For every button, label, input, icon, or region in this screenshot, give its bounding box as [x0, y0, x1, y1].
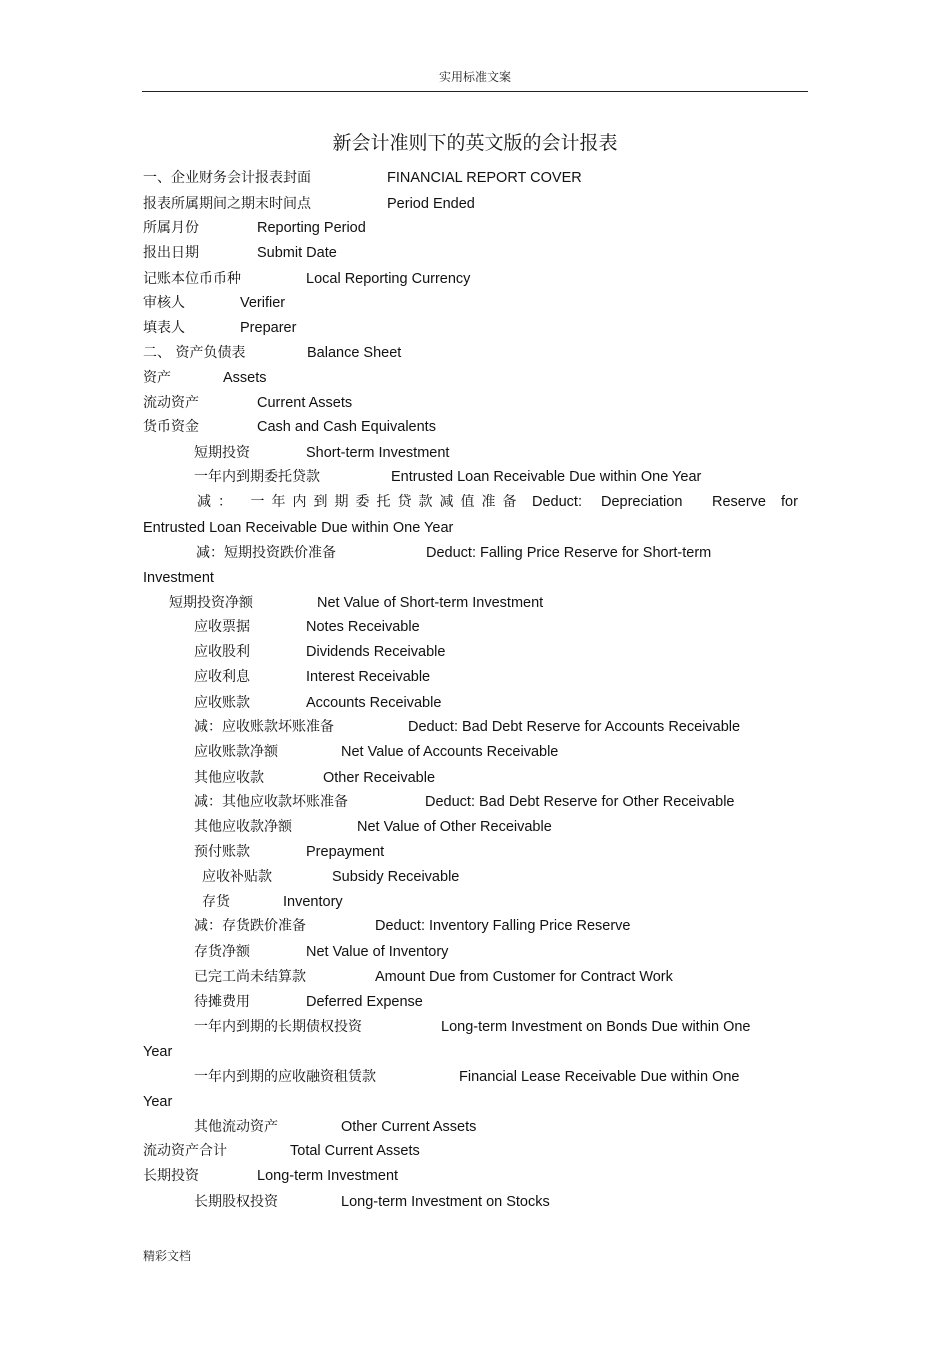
- term-english: Net Value of Inventory: [306, 944, 449, 960]
- term-english: Dividends Receivable: [306, 644, 446, 660]
- term-english: Deduct: Falling Price Reserve for Short-term: [426, 545, 712, 561]
- term-english-word: for: [781, 494, 798, 510]
- term-chinese: 其他流动资产: [194, 1119, 278, 1135]
- term-english: Assets: [223, 370, 267, 386]
- term-chinese: 长期投资: [143, 1168, 199, 1184]
- term-chinese: 填表人: [143, 320, 185, 336]
- term-english: Interest Receivable: [306, 669, 431, 685]
- term-english: Prepayment: [306, 844, 385, 860]
- term-english-continuation: Year: [143, 1044, 173, 1060]
- term-english: Deferred Expense: [306, 994, 423, 1010]
- term-english: Net Value of Other Receivable: [357, 819, 552, 835]
- term-chinese: 报出日期: [143, 245, 199, 261]
- term-english: Deduct: Bad Debt Reserve for Other Receivable: [425, 794, 735, 810]
- term-chinese: 一年内到期委托贷款: [194, 469, 320, 485]
- term-chinese: 一年内到期的长期债权投资: [194, 1019, 362, 1035]
- term-chinese: 应收账款: [194, 695, 250, 711]
- term-chinese: 减：应收账款坏账准备: [194, 719, 334, 735]
- term-chinese: 短期投资: [194, 445, 250, 461]
- term-chinese: 待摊费用: [194, 994, 250, 1010]
- term-english: Cash and Cash Equivalents: [257, 419, 436, 435]
- term-chinese: 减：存货跌价准备: [194, 918, 306, 934]
- term-english: Accounts Receivable: [306, 695, 442, 711]
- term-chinese: 流动资产合计: [143, 1143, 227, 1159]
- term-chinese: 短期投资净额: [169, 595, 253, 611]
- term-english: Period Ended: [387, 196, 475, 212]
- term-chinese: 减：其他应收款坏账准备: [194, 794, 348, 810]
- term-english: Long-term Investment on Bonds Due within One: [441, 1019, 751, 1035]
- term-english: Long-term Investment: [257, 1168, 399, 1184]
- term-chinese: 长期股权投资: [194, 1194, 278, 1210]
- term-english: Notes Receivable: [306, 619, 420, 635]
- term-english: Preparer: [240, 320, 297, 336]
- term-chinese: 减： 一年内到期委托贷款减值准备: [197, 494, 524, 510]
- header-divider: [142, 91, 808, 92]
- term-english: Other Current Assets: [341, 1119, 477, 1135]
- term-chinese: 资产: [143, 370, 171, 386]
- term-english: Entrusted Loan Receivable Due within One Year: [391, 469, 702, 485]
- term-english: Inventory: [283, 894, 343, 910]
- term-chinese: 记账本位币币种: [143, 271, 241, 287]
- term-english: Balance Sheet: [307, 345, 402, 361]
- term-chinese: 二、 资产负债表: [143, 345, 246, 361]
- term-chinese: 应收账款净额: [194, 744, 278, 760]
- term-chinese: 已完工尚未结算款: [194, 969, 306, 985]
- term-english: Long-term Investment on Stocks: [341, 1194, 550, 1210]
- term-chinese: 所属月份: [143, 220, 199, 236]
- term-chinese: 减：短期投资跌价准备: [196, 545, 336, 561]
- page-header: 实用标准文案: [438, 70, 511, 84]
- term-chinese: 存货净额: [194, 944, 250, 960]
- term-english-word: Reserve: [712, 494, 766, 510]
- term-english-continuation: Year: [143, 1094, 173, 1110]
- term-chinese: 审核人: [143, 295, 185, 311]
- term-english: Net Value of Short-term Investment: [317, 595, 544, 611]
- term-english-continuation: Investment: [143, 570, 214, 586]
- term-chinese: 一、企业财务会计报表封面: [143, 170, 311, 186]
- term-english: Local Reporting Currency: [306, 271, 471, 287]
- term-english: Current Assets: [257, 395, 353, 411]
- term-english: Short-term Investment: [306, 445, 450, 461]
- term-english-continuation: Entrusted Loan Receivable Due within One Year: [143, 520, 454, 536]
- term-english: Reporting Period: [257, 220, 366, 236]
- term-chinese: 存货: [202, 894, 230, 910]
- term-chinese: 一年内到期的应收融资租赁款: [194, 1069, 376, 1085]
- term-english: Verifier: [240, 295, 286, 311]
- term-english-word: Deduct:: [532, 494, 582, 510]
- term-english: Subsidy Receivable: [332, 869, 460, 885]
- term-chinese: 应收票据: [194, 619, 250, 635]
- term-english-word: Depreciation: [601, 494, 683, 510]
- term-chinese: 流动资产: [143, 395, 199, 411]
- term-english: Net Value of Accounts Receivable: [341, 744, 559, 760]
- term-chinese: 预付账款: [194, 844, 250, 860]
- term-chinese: 应收股利: [194, 644, 250, 660]
- term-english: Deduct: Inventory Falling Price Reserve: [375, 918, 631, 934]
- term-chinese: 应收补贴款: [202, 869, 272, 885]
- term-english: Submit Date: [257, 245, 337, 261]
- term-english: Amount Due from Customer for Contract Work: [375, 969, 673, 985]
- page-footer: 精彩文档: [143, 1249, 192, 1263]
- term-english: Deduct: Bad Debt Reserve for Accounts Receivable: [408, 719, 741, 735]
- term-english: Other Receivable: [323, 770, 436, 786]
- term-english: Financial Lease Receivable Due within One: [459, 1069, 740, 1085]
- term-english: Total Current Assets: [290, 1143, 420, 1159]
- term-chinese: 其他应收款净额: [194, 819, 292, 835]
- term-chinese: 报表所属期间之期末时间点: [143, 196, 311, 212]
- term-chinese: 货币资金: [143, 419, 199, 435]
- term-english: FINANCIAL REPORT COVER: [387, 170, 582, 186]
- term-chinese: 其他应收款: [194, 770, 264, 786]
- document-title: 新会计准则下的英文版的会计报表: [332, 132, 618, 154]
- term-chinese: 应收利息: [194, 669, 250, 685]
